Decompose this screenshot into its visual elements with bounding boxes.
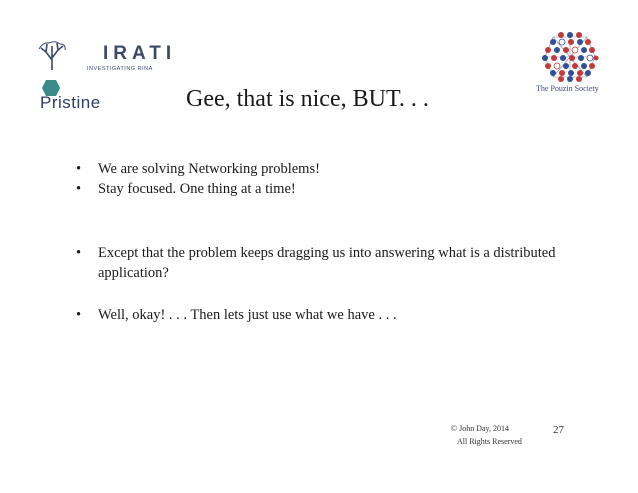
bullet-item (76, 243, 556, 283)
irati-logo (37, 40, 177, 76)
slide-title: Gee, that is nice, BUT. . . (186, 86, 429, 112)
bullet-item (76, 159, 556, 179)
tree-icon (37, 40, 67, 72)
bullet-text: We are solving Networking problems! (98, 161, 320, 177)
rights-text: All Rights Reserved (457, 437, 522, 446)
pristine-name: Pristine (40, 93, 101, 112)
bullet-glyph: • (76, 181, 82, 197)
pouzin-society-label: The Pouzin Society (536, 84, 599, 93)
bullet-glyph: • (76, 245, 82, 261)
bullet-list (76, 159, 556, 325)
irati-tagline: INVESTIGATING RINA (87, 66, 153, 72)
bullet-text: Except that the problem keeps dragging us into answering what is a distributed application? (98, 245, 556, 281)
bullet-text: Well, okay! . . . Then lets just use what we have . . . (98, 307, 397, 323)
bullet-item (76, 305, 556, 325)
pristine-logo (40, 80, 120, 114)
bullet-glyph: • (76, 161, 82, 177)
copyright-text: © John Day, 2014 (451, 424, 509, 433)
irati-name: IRATI (103, 43, 177, 64)
page-number: 27 (553, 424, 564, 436)
bullet-glyph: • (76, 307, 82, 323)
bullet-text: Stay focused. One thing at a time! (98, 181, 296, 197)
pouzin-network-icon (541, 31, 599, 83)
bullet-item (76, 179, 556, 199)
